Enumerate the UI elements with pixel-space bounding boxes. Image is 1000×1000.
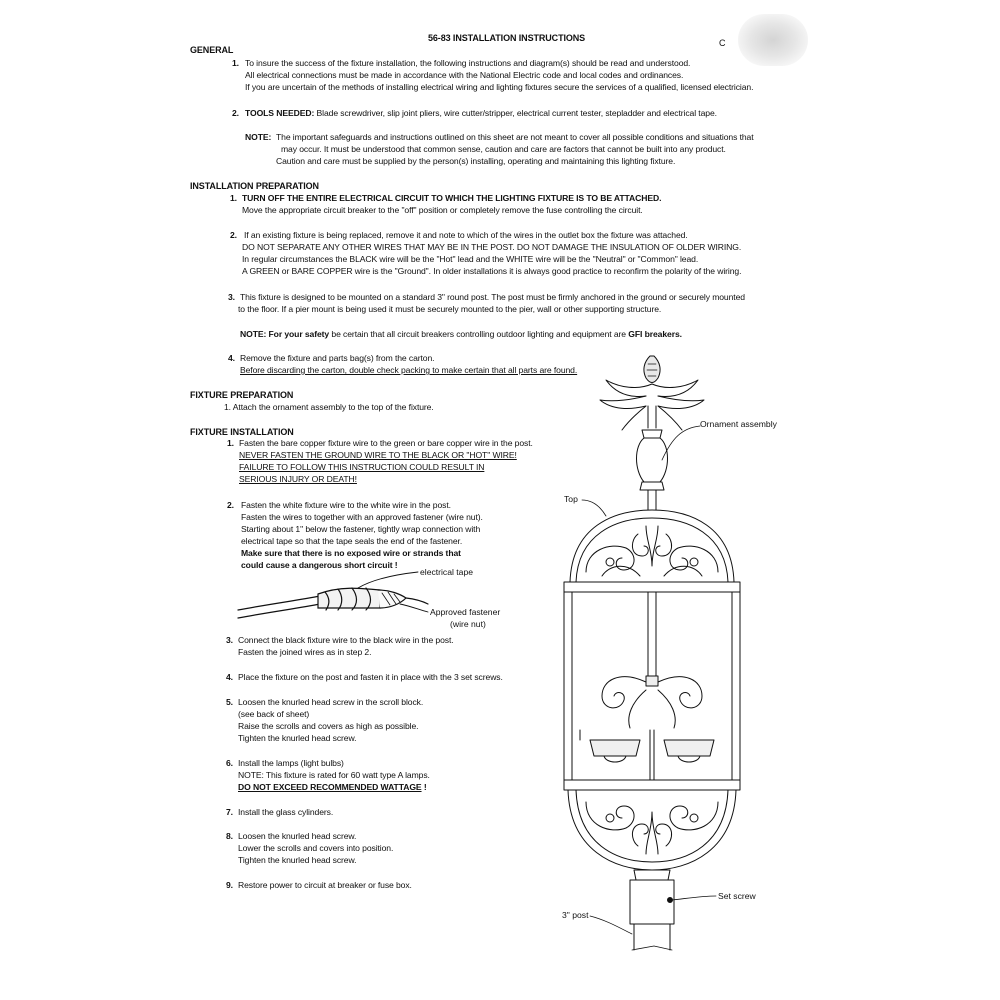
leader-set-screw [672, 896, 716, 900]
step2-line3: Starting about 1" below the fastener, tightly wrap connection with [241, 524, 481, 534]
wire-left-lower [238, 604, 320, 618]
section-heading-general: GENERAL [190, 45, 234, 55]
label-electrical-tape: electrical tape [420, 567, 474, 577]
step1-text: Fasten the bare copper fixture wire to the green or bare copper wire in the post. [239, 438, 533, 448]
wattage-warning: DO NOT EXCEED RECOMMENDED WATTAGE [238, 782, 422, 792]
general-item1-line1: To insure the success of the fixture installation, the following instructions and diagram(s) should be read and understood. [245, 58, 691, 68]
prep-item4-underline: Before discarding the carton, double check packing to make certain that all parts are found. [240, 365, 578, 375]
general-item2-number: 2. [232, 108, 239, 118]
wire-left-upper [238, 596, 320, 610]
safety-note-label: NOTE: For your safety [240, 329, 330, 339]
step2-line1: Fasten the white fixture wire to the white wire in the post. [241, 500, 451, 510]
step2-bold-line2: could cause a dangerous short circuit ! [241, 560, 398, 570]
section-heading-fixture-preparation: FIXTURE PREPARATION [190, 390, 294, 400]
lantern-fixture-diagram [550, 350, 810, 960]
prep-item3-line2: to the floor. If a pier mount is being used it must be securely mounted to the pier, wall or other supporting structure. [238, 304, 662, 314]
step9-number: 9. [226, 880, 233, 890]
label-ornament-assembly: Ornament assembly [700, 419, 777, 429]
step4-number: 4. [226, 672, 233, 682]
step8-line3: Tighten the knurled head screw. [238, 855, 357, 865]
bottom-bowl [564, 780, 740, 870]
general-item1-line2: All electrical connections must be made in accordance with the National Electric code and local codes and ordinances. [245, 70, 684, 80]
general-note-line1: The important safeguards and instructions outlined on this sheet are not meant to cover all possible conditions and situations that [276, 132, 754, 142]
step6-number: 6. [226, 758, 233, 768]
scroll-arms [580, 677, 714, 780]
step2-number: 2. [227, 500, 234, 510]
tools-needed-text: Blade screwdriver, slip joint pliers, wire cutter/stripper, electrical current tester, stepladder and electrical tape. [316, 108, 717, 118]
fixture-prep-item1: 1. Attach the ornament assembly to the top of the fixture. [224, 402, 434, 412]
step1-number: 1. [227, 438, 234, 448]
safety-note-gfi: GFI breakers. [628, 329, 682, 339]
prep-item3-line1: This fixture is designed to be mounted on a standard 3" round post. The post must be firmly anchored in the ground or securely mounted [240, 292, 745, 302]
prep-item4-text: Remove the fixture and parts bag(s) from the carton. [240, 353, 435, 363]
prep-item1-bold: TURN OFF THE ENTIRE ELECTRICAL CIRCUIT TO WHICH THE LIGHTING FIXTURE IS TO BE ATTACHED. [242, 193, 662, 203]
prep-item1-number: 1. [230, 193, 237, 203]
wire-right [406, 598, 428, 604]
general-note-line3: Caution and care must be supplied by the person(s) installing, operating and maintaining this lighting fixture. [276, 156, 676, 166]
post-fitter [630, 870, 674, 950]
prep-item4-number: 4. [228, 353, 235, 363]
label-top: Top [564, 494, 578, 504]
top-dome [564, 510, 740, 592]
tools-needed-label: TOOLS NEEDED: [245, 108, 315, 118]
step5-number: 5. [226, 697, 233, 707]
step1-warning-line1: NEVER FASTEN THE GROUND WIRE TO THE BLACK OR "HOT" WIRE! [239, 450, 517, 460]
prep-item2-line3: In regular circumstances the BLACK wire will be the "Hot" lead and the WHITE wire will be the "Neutral" or "Common" lead. [242, 254, 699, 264]
step4-text: Place the fixture on the post and fasten it in place with the 3 set screws. [238, 672, 503, 682]
cage-frame [564, 592, 740, 780]
general-note-line2: may occur. It must be understood that common sense, caution and care are factors that cannot be built into any product. [281, 144, 726, 154]
leader-top [582, 500, 606, 516]
leader-approved-fastener [400, 604, 428, 612]
step5-line4: Tighten the knurled head screw. [238, 733, 357, 743]
leader-electrical-tape [358, 572, 418, 588]
step5-line3: Raise the scrolls and covers as high as possible. [238, 721, 419, 731]
step3-number: 3. [226, 635, 233, 645]
section-heading-fixture-installation: FIXTURE INSTALLATION [190, 427, 294, 437]
step6-warning [238, 782, 427, 793]
ornament-assembly [600, 356, 704, 510]
step9-text: Restore power to circuit at breaker or fuse box. [238, 880, 412, 890]
step7-number: 7. [226, 807, 233, 817]
step8-line1: Loosen the knurled head screw. [238, 831, 357, 841]
blurred-logo-mark [738, 14, 808, 66]
label-3-inch-post: 3" post [562, 910, 589, 920]
step8-number: 8. [226, 831, 233, 841]
step3-line2: Fasten the joined wires as in step 2. [238, 647, 372, 657]
label-approved-fastener: Approved fastener [430, 607, 501, 617]
step5-line1: Loosen the knurled head screw in the scroll block. [238, 697, 424, 707]
step2-line2: Fasten the wires to together with an approved fastener (wire nut). [241, 512, 483, 522]
prep-item2-number: 2. [230, 230, 237, 240]
prep-item2-line1: If an existing fixture is being replaced, remove it and note to which of the wires in the outlet box the fixture was attached. [244, 230, 688, 240]
step3-line1: Connect the black fixture wire to the black wire in the post. [238, 635, 454, 645]
step1-warning-line2: FAILURE TO FOLLOW THIS INSTRUCTION COULD RESULT IN [239, 462, 485, 472]
label-wire-nut: (wire nut) [450, 619, 486, 629]
step1-warning-line3: SERIOUS INJURY OR DEATH! [239, 474, 357, 484]
wattage-warning-mark: ! [423, 782, 427, 792]
prep-item3-number: 3. [228, 292, 235, 302]
safety-note-text: be certain that all circuit breakers controlling outdoor lighting and equipment are [331, 329, 626, 339]
general-item2-line [245, 108, 717, 119]
prep-item2-line2: DO NOT SEPARATE ANY OTHER WIRES THAT MAY BE IN THE POST. DO NOT DAMAGE THE INSULATION OF OLDER WIRING. [242, 242, 742, 252]
section-heading-installation-preparation: INSTALLATION PREPARATION [190, 181, 319, 191]
document-title: 56-83 INSTALLATION INSTRUCTIONS [428, 33, 586, 43]
general-item1-line3: If you are uncertain of the methods of installing electrical wiring and lighting fixtures secure the services of a qualified, licensed electrician. [245, 82, 754, 92]
prep-item2-line4: A GREEN or BARE COPPER wire is the "Ground". In older installations it is always good practice to reconfirm the polarity of the wiring. [242, 266, 742, 276]
step7-text: Install the glass cylinders. [238, 807, 334, 817]
prep-safety-note [240, 329, 682, 340]
step6-line2: NOTE: This fixture is rated for 60 watt type A lamps. [238, 770, 430, 780]
step5-line2: (see back of sheet) [238, 709, 310, 719]
step2-bold-line1: Make sure that there is no exposed wire or strands that [241, 548, 461, 558]
step2-line4: electrical tape so that the tape seals the end of the fastener. [241, 536, 463, 546]
label-set-screw: Set screw [718, 891, 756, 901]
step8-line2: Lower the scrolls and covers into position. [238, 843, 394, 853]
leader-post [590, 916, 632, 934]
step6-line1: Install the lamps (light bulbs) [238, 758, 344, 768]
corner-mark: C [719, 38, 726, 48]
general-note-label: NOTE: [245, 132, 272, 142]
general-item1-number: 1. [232, 58, 239, 68]
prep-item1-text: Move the appropriate circuit breaker to the "off" position or completely remove the fuse controlling the circuit. [242, 205, 643, 215]
